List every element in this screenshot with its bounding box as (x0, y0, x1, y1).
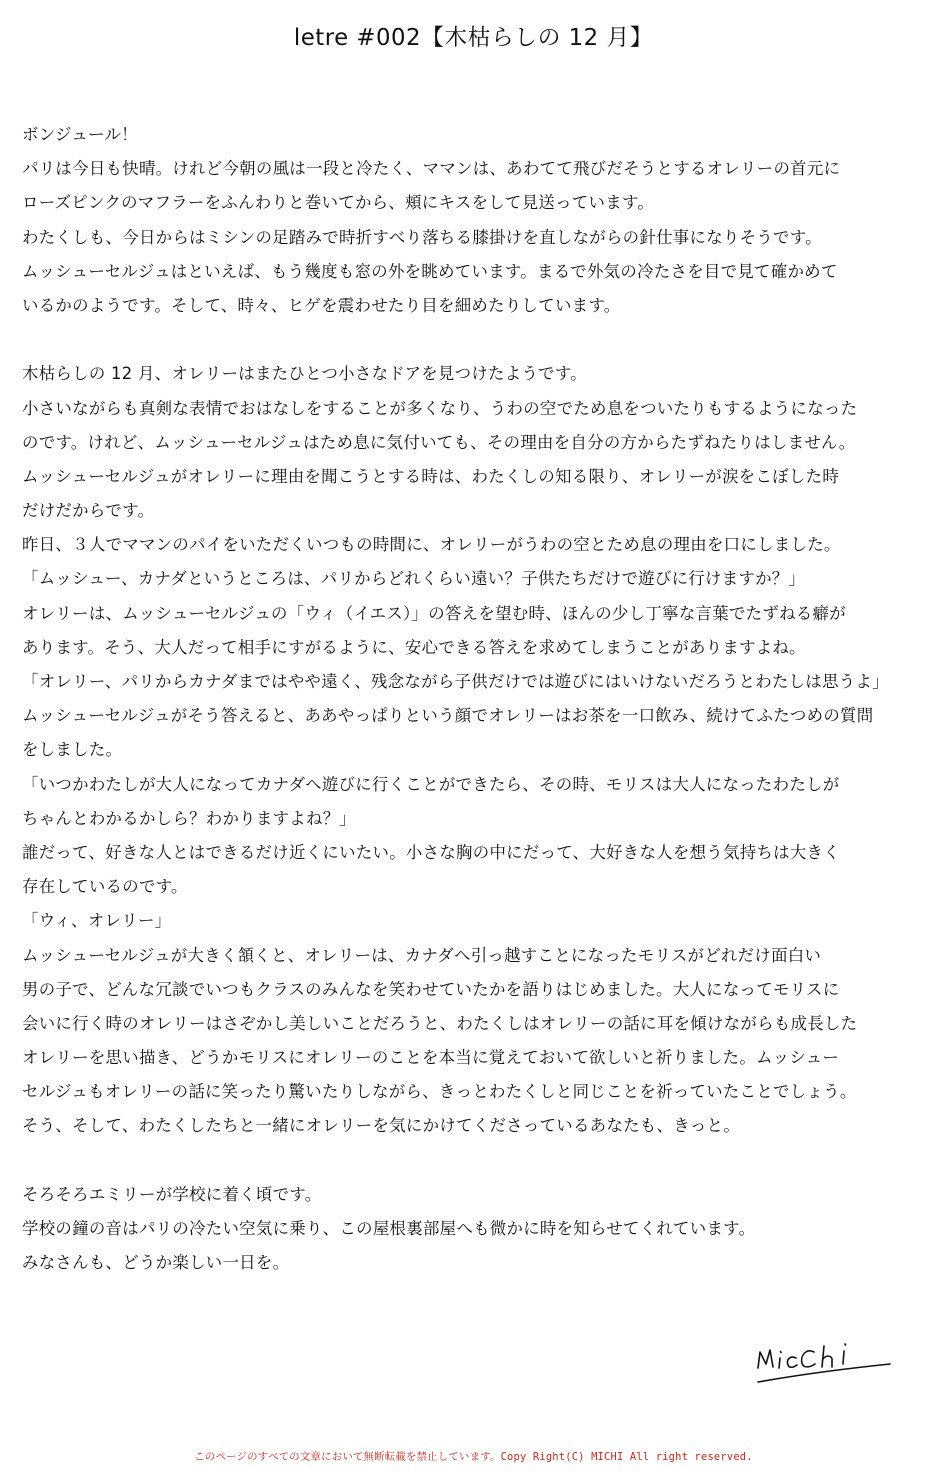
paragraph (22, 118, 944, 323)
text-line: オレリーは、ムッシューセルジュの「ウィ（イエス）」の答えを望む時、ほんの少し丁寧な言葉でたずねる癖が (22, 603, 846, 623)
text-line: をしました。 (22, 740, 123, 760)
text-line: 「ムッシュー、カナダというところは、パリからどれくらい遠い？子供たちだけで遊びに行けますか？」 (22, 569, 806, 589)
letter-body (22, 118, 944, 1280)
paragraph (22, 1178, 944, 1281)
text-line: 小さいながらも真剣な表情でおはなしをすることが多くなり、うわの空でため息をついたりもするようになった (22, 398, 858, 418)
text-line: ローズピンクのマフラーをふんわりと巻いてから、頬にキスをして見送っています。 (22, 193, 655, 213)
text-line: 「いつかわたしが大人になってカナダへ遊びに行くことができたら、その時、モリスは大人になったわたしが (22, 774, 840, 794)
text-line: そろそろエミリーが学校に着く頃です。 (22, 1184, 322, 1204)
text-line: パリは今日も快晴。けれど今朝の風は一段と冷たく、ママンは、あわてて飛びだそうとするオレリーの首元に (22, 159, 841, 179)
signature-drawing (752, 1336, 902, 1392)
text-line: だけだからです。 (22, 501, 155, 521)
text-line: ムッシューセルジュがそう答えると、ああやっぱりという顔でオレリーはお茶を一口飲み、続けてふたつめの質問 (22, 706, 874, 726)
text-line: のです。けれど、ムッシューセルジュはため息に気付いても、その理由を自分の方からたずねたりはしません。 (22, 432, 856, 452)
paragraph-spacer (22, 323, 944, 357)
text-line: わたくしも、今日からはミシンの足踏みで時折すべり落ちる膝掛けを直しながらの針仕事になりそうです。 (22, 227, 822, 247)
text-line: 会いに行く時のオレリーはさぞかし美しいことだろうと、わたくしはオレリーの話に耳を傾けながらも成長した (22, 1013, 858, 1033)
text-line: 誰だって、好きな人とはできるだけ近くにいたい。小さな胸の中にだって、大好きな人を想う気持ちは大きく (22, 842, 840, 862)
text-line: みなさんも、どうか楽しい一日を。 (22, 1253, 290, 1273)
text-line: そう、そして、わたくしたちと一緒にオレリーを気にかけてくださっているあなたも、きっと。 (22, 1116, 741, 1136)
handwritten-signature (752, 1336, 902, 1392)
text-line: 木枯らしの 12 月、オレリーはまたひとつ小さなドアを見つけたようです。 (22, 364, 587, 384)
text-line: 「オレリー、パリからカナダまではやや遠く、残念ながら子供だけでは遊びにはいけないだろうとわたしは思うよ」 (22, 672, 889, 691)
text-line: 「ウィ、オレリー」 (22, 911, 172, 931)
text-line: 昨日、３人でママンのパイをいただくいつもの時間に、オレリーがうわの空とため息の理由を口にしました。 (22, 535, 841, 555)
paragraph-spacer (22, 1144, 944, 1178)
paragraph (22, 357, 944, 1143)
page-title: letre #002【木枯らしの 12 月】 (293, 25, 654, 51)
text-line: 学校の鐘の音はパリの冷たい空気に乗り、この屋根裏部屋へも微かに時を知らせてくれています。 (22, 1219, 756, 1238)
text-line: ムッシューセルジュがオレリーに理由を聞こうとする時は、わたくしの知る限り、オレリーが涙をこぼした時 (22, 466, 840, 486)
text-line: あります。そう、大人だって相手にすがるように、安心できる答えを求めてしまうことがありますよね。 (22, 637, 806, 657)
text-line: ムッシューセルジュはといえば、もう幾度も窓の外を眺めています。まるで外気の冷たさを目で見て確かめて (22, 261, 838, 281)
text-line: 存在しているのです。 (22, 877, 188, 897)
text-line: ボンジュール！ (22, 125, 138, 144)
copyright-notice: このページのすべての文章において無断転載を禁止しています。Copy Right(C) MICHI All right reserved. (194, 1451, 753, 1463)
text-line: ちゃんとわかるかしら？わかりますよね？」 (22, 808, 357, 828)
text-line: いるかのようです。そして、時々、ヒゲを震わせたり目を細めたりしています。 (22, 295, 621, 315)
text-line: セルジュもオレリーの話に笑ったり驚いたりしながら、きっとわたくしと同じことを祈っていたことでしょう。 (22, 1082, 857, 1102)
text-line: オレリーを思い描き、どうかモリスにオレリーのことを本当に覚えておいて欲しいと祈りました。ムッシュー (22, 1048, 840, 1068)
text-line: 男の子で、どんな冗談でいつもクラスのみんなを笑わせていたかを語りはじめました。大人になってモリスに (22, 979, 840, 999)
text-line: ムッシューセルジュが大きく頷くと、オレリーは、カナダへ引っ越すことになったモリスがどれだけ面白い (22, 945, 822, 965)
